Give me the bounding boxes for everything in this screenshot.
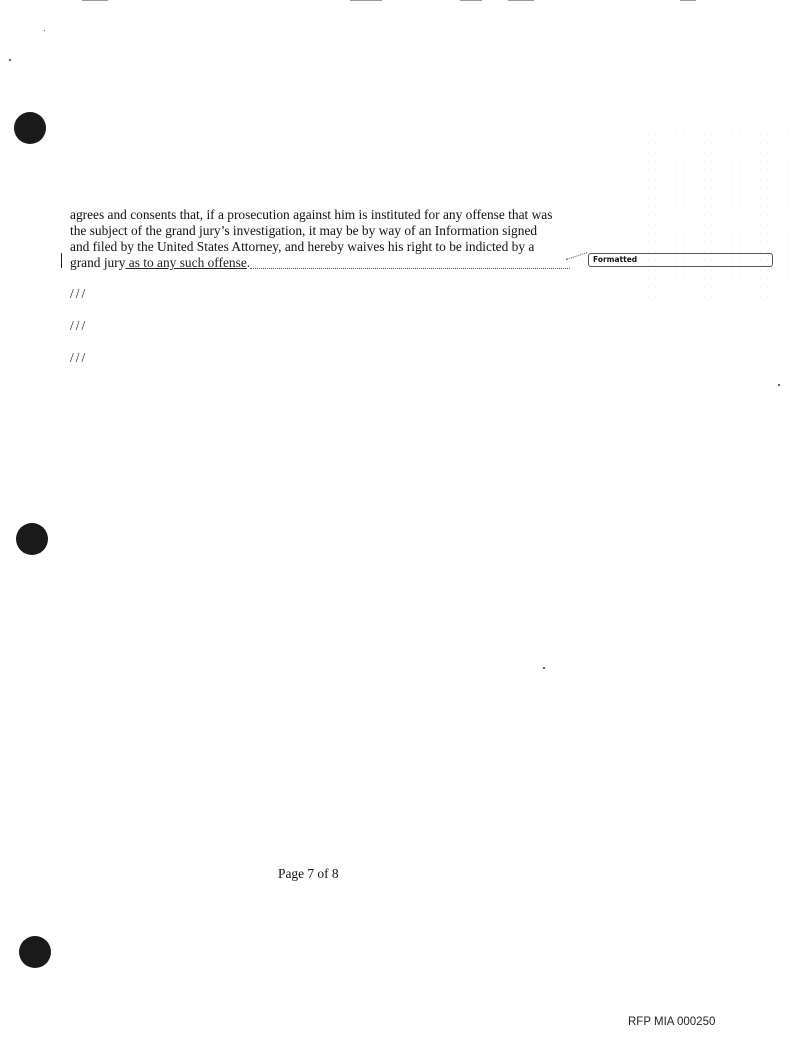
page-number: Page 7 of 8 (278, 866, 339, 881)
punch-hole-bottom (19, 936, 51, 968)
placeholder-slashes: /// (70, 318, 88, 333)
punch-hole-top (14, 112, 46, 144)
formatting-comment-balloon (588, 253, 773, 267)
placeholder-slashes: /// (70, 286, 88, 301)
scan-speck (44, 30, 45, 31)
scan-speck (9, 59, 11, 61)
paragraph-text: . (246, 255, 251, 270)
body-paragraph (70, 207, 556, 271)
scan-speck (543, 667, 545, 669)
scan-noise (631, 130, 791, 300)
comment-leader-line (250, 268, 570, 269)
paragraph-line: the subject of the grand jury’s investigation, it may be by way of an Information signed (70, 223, 538, 238)
comment-leader-line (566, 252, 587, 260)
paragraph-text: grand jury (70, 255, 126, 270)
tracked-insertion: as to any such offense (125, 255, 247, 270)
change-bar (61, 253, 62, 268)
punch-hole-middle (16, 523, 48, 555)
comment-balloon-label: Formatted (593, 255, 638, 264)
bates-number: RFP MIA 000250 (628, 1016, 716, 1028)
scan-speck (778, 384, 780, 386)
paragraph-line: and filed by the United States Attorney, and hereby waives his right to be indicted by a (70, 239, 535, 254)
scan-top-edge-marks (0, 0, 811, 4)
paragraph-line: agrees and consents that, if a prosecution against him is instituted for any offense that was (70, 207, 553, 222)
placeholder-slashes: /// (70, 350, 88, 365)
